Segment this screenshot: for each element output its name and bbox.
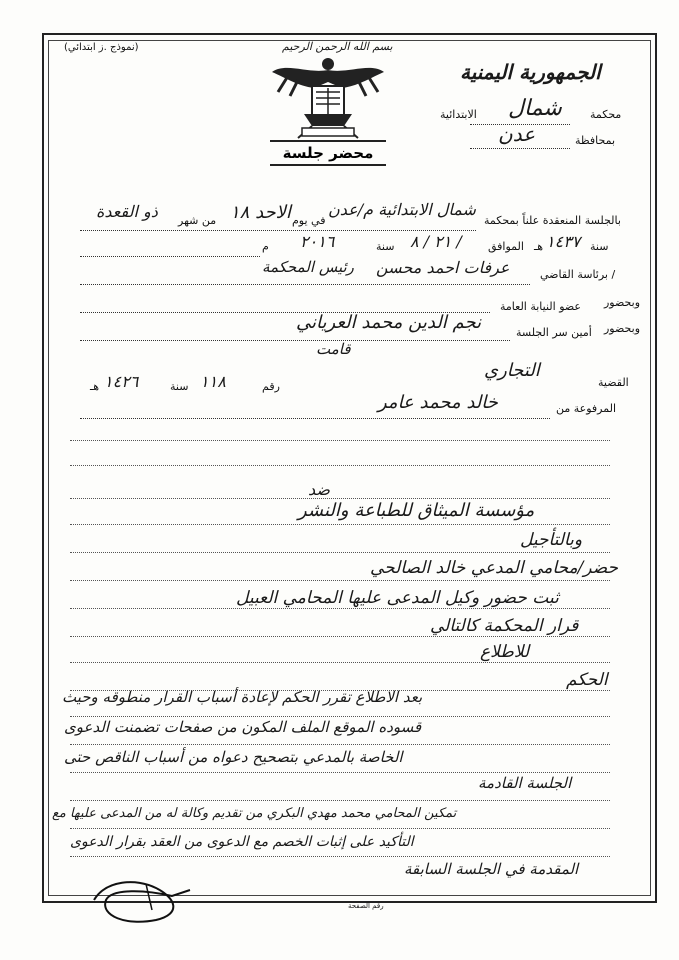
ruled-line (70, 800, 610, 801)
court-suffix: الابتدائية (440, 108, 477, 121)
governorate-hw: عدن (498, 122, 536, 146)
governorate-dotline (470, 148, 570, 149)
ruled-line (70, 440, 610, 441)
page-inner-border (48, 40, 651, 896)
greg-suffix: م (262, 240, 269, 253)
secretary-dotline (80, 340, 510, 341)
ruled-line (70, 636, 610, 637)
country-name: الجمهورية اليمنية (460, 60, 601, 84)
body-line: تمكين المحامي محمد مهدي البكري من تقديم وكالة له من المدعى عليها مع (52, 806, 457, 821)
ruled-line (70, 580, 610, 581)
ruled-line (70, 716, 610, 717)
body-line: الجلسة القادمة (478, 774, 572, 792)
body-line: المقدمة في الجلسة السابقة (404, 860, 579, 878)
ruled-line (70, 662, 610, 663)
month-hw: ذو القعدة (96, 202, 158, 221)
secretary-label: أمين سر الجلسة (516, 326, 592, 339)
body-line: ثبت حضور وكيل المدعى عليها المحامي العبيل (236, 588, 559, 608)
session-court-hw: شمال الابتدائية م/عدن (328, 200, 476, 219)
yemen-eagle-emblem (268, 52, 388, 142)
body-line: قرار المحكمة كالتالي (430, 616, 579, 636)
governorate-label: بمحافظة (575, 134, 616, 147)
year-hw: ١٤٣٧ (546, 232, 581, 251)
ruled-line (70, 608, 610, 609)
day-hw: الاحد ١٨ (230, 202, 291, 223)
secretary-hw: نجم الدين محمد العرياني (296, 312, 482, 333)
case-year-hw: ١٤٢٦ (104, 372, 139, 391)
case-year-label: سنة (170, 380, 189, 393)
filed-by-label: المرفوعة من (556, 402, 617, 415)
body-line: حضر/محامي المدعي خالد الصالحي (370, 558, 619, 578)
judge-signature (86, 870, 196, 930)
filed-by-hw: خالد محمد عامر (378, 392, 498, 413)
ruled-line (70, 744, 610, 745)
judge-note-hw: رئيس المحكمة (262, 258, 354, 276)
page-number-note: رقم الصفحة (348, 902, 384, 910)
court-prefix: محكمة (590, 108, 622, 121)
day-label: في يوم (292, 214, 326, 227)
attendance-label: وبحضور (604, 296, 641, 309)
greg-year-hw: ٢٠١٦ (300, 232, 335, 251)
ruled-line (70, 772, 610, 773)
ruled-line (70, 465, 610, 466)
session-dotline-1 (80, 230, 476, 231)
document-title: محضر جلسة (270, 140, 386, 166)
case-year-suffix: هـ (90, 380, 100, 393)
corresponding-label: الموافق (488, 240, 524, 253)
form-code: (نموذج .ز ابتدائي) (64, 42, 139, 53)
prosecution-label: عضو النيابة العامة (500, 300, 581, 313)
body-line: قسوده الموقع الملف المكون من صفحات تضمنت الدعوى (64, 718, 422, 736)
body-line: الخاصة بالمدعي بتصحيح دعواه من أسباب الناقص حتى (64, 748, 403, 766)
ruled-line (70, 856, 610, 857)
case-number-hw: ١١٨ (200, 372, 226, 391)
body-line-against: ضد (308, 480, 330, 499)
session-intro: بالجلسة المنعقدة علناً بمحكمة (484, 214, 621, 227)
case-label: القضية (598, 376, 629, 389)
secretary-attendance-label: وبحضور (604, 322, 641, 335)
body-line: وبالتأجيل (520, 530, 583, 550)
filed-by-dotline (80, 418, 550, 419)
month-label: من شهر (178, 214, 217, 227)
body-line: للاطلاع (480, 642, 530, 662)
body-line: الحكم (566, 670, 608, 690)
ruled-line (70, 524, 610, 525)
court-name-hw: شمال (508, 96, 562, 121)
ruled-line (70, 552, 610, 553)
basmala: بسم الله الرحمن الرحيم (282, 40, 393, 53)
session-dotline-2 (80, 256, 260, 257)
ruled-line (70, 828, 610, 829)
body-line: بعد الاطلاع تقرر الحكم لإعادة أسباب القرار منطوقه وحيث (62, 688, 423, 706)
case-type-hw: التجاري (484, 360, 540, 381)
body-line: مؤسسة الميثاق للطباعة والنشر (298, 500, 535, 521)
judge-label: برئاسة القاضي / (540, 268, 616, 281)
greg-year-label: سنة (376, 240, 395, 253)
case-number-label: رقم (262, 380, 280, 393)
year-suffix: هـ (534, 240, 544, 253)
greg-date-hw: ٢١ / ٨ / (410, 232, 462, 251)
judge-hw: عرفات احمد محسن (376, 258, 510, 277)
secretary-note-hw: قامت (316, 340, 351, 358)
ruled-line (70, 498, 610, 499)
year-label: سنة (590, 240, 609, 253)
body-line: التأكيد على إثبات الخصم مع الدعوى من العقد بقرار الدعوى (70, 834, 414, 850)
judge-dotline (80, 284, 530, 285)
